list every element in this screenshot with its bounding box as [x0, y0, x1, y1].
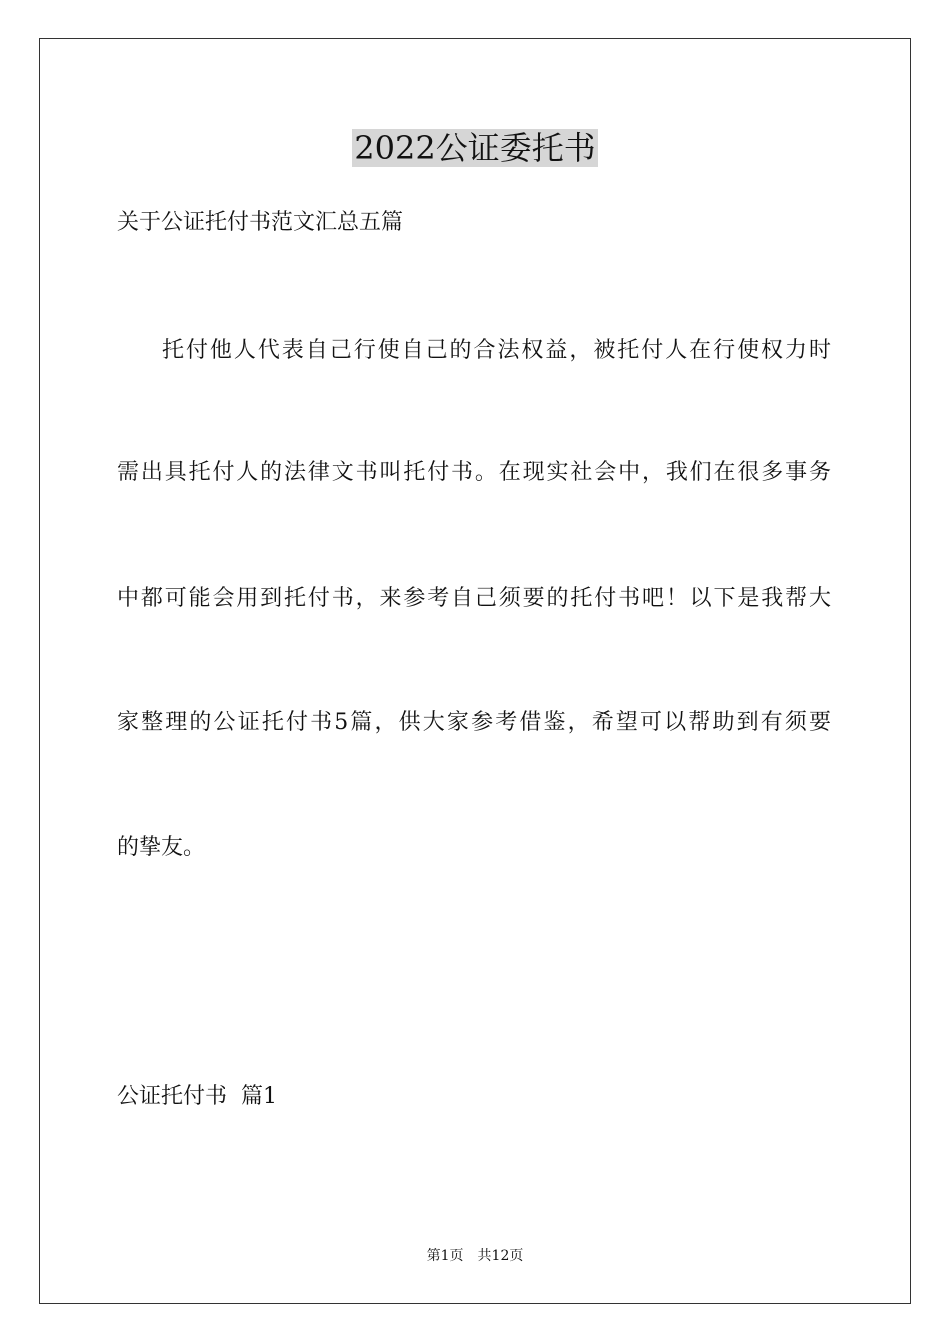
- paragraph-line-2-text: 需出具托付人的法律文书叫托付书。在现实社会中，我们在很多事务: [117, 460, 831, 485]
- paragraph-line-2: [117, 458, 831, 488]
- paragraph-line-4-text: 家整理的公证托付书5篇，供大家参考借鉴，希望可以帮助到有须要: [117, 710, 831, 735]
- paragraph-line-3: [117, 584, 831, 614]
- paragraph-line-3-text: 中都可能会用到托付书，来参考自己须要的托付书吧！以下是我帮大: [117, 586, 831, 611]
- document-subtitle: 关于公证托付书范文汇总五篇: [117, 210, 404, 235]
- document-title: [0, 126, 950, 170]
- document-title-text: 2022公证委托书: [354, 129, 596, 167]
- paragraph-line-4: [117, 708, 831, 738]
- page-number: 第1页: [426, 1248, 464, 1264]
- paragraph-line-5: 的挚友。: [117, 835, 206, 860]
- paragraph-line-1-text: 托付他人代表自己行使自己的合法权益，被托付人在行使权力时: [162, 338, 831, 363]
- section-heading: 公证托付书 篇1: [117, 1084, 277, 1109]
- page-footer: [0, 1246, 950, 1266]
- paragraph-line-1: [162, 336, 831, 366]
- page-total: 共12页: [477, 1248, 524, 1264]
